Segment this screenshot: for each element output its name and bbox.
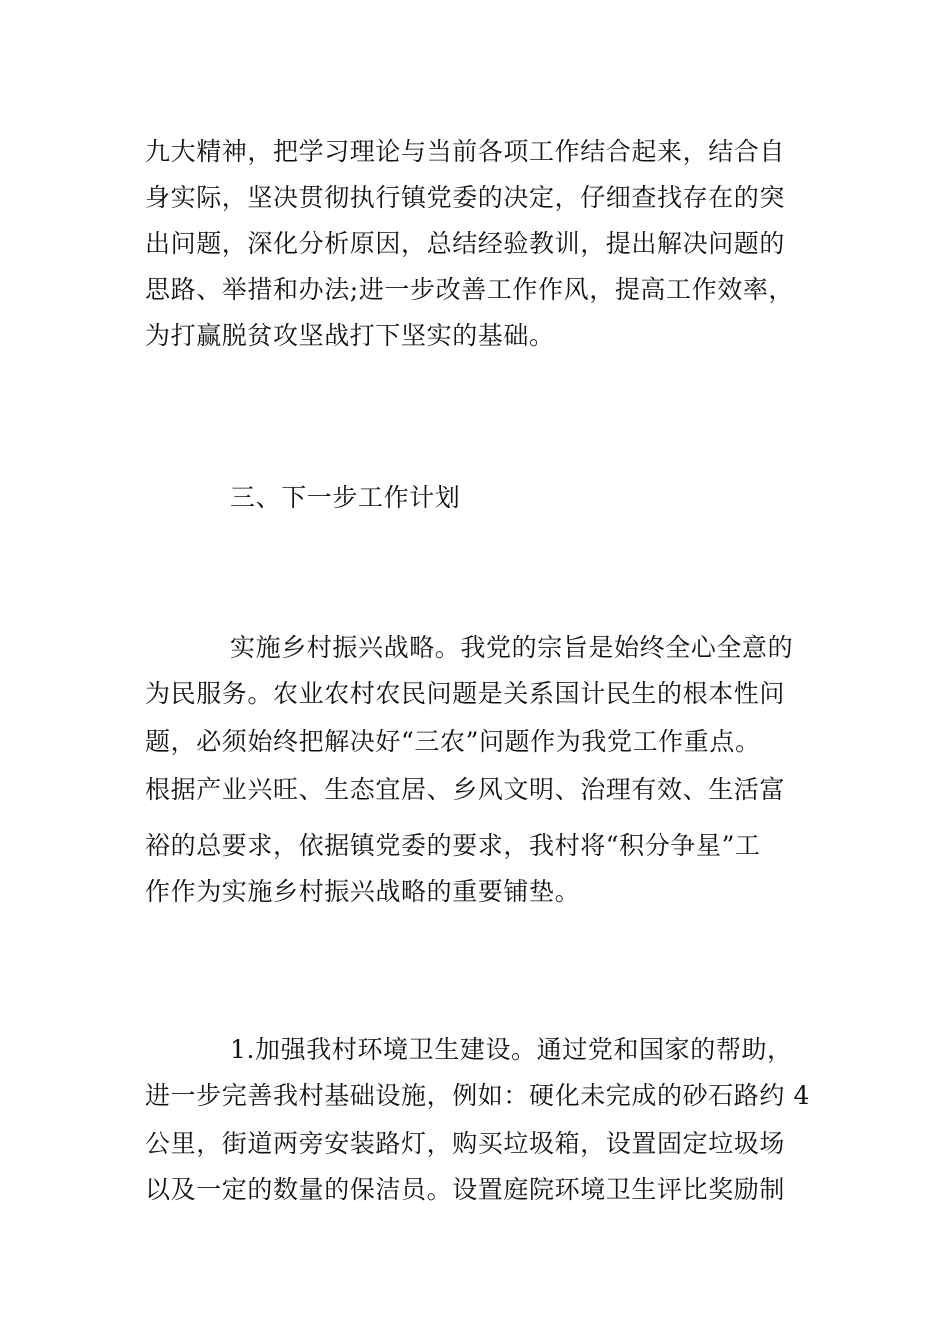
text-line: 作作为实施乡村振兴战略的重要铺垫。 [145, 877, 581, 906]
text-line: 实施乡村振兴战略。我党的宗旨是始终全心全意的 [230, 633, 794, 662]
text-line: 身实际，坚决贯彻执行镇党委的决定，仔细查找存在的突 [145, 183, 786, 212]
text-line: 1.加强我村环境卫生建设。通过党和国家的帮助， [230, 1035, 793, 1064]
text-line: 公里，街道两旁安装路灯，购买垃圾箱，设置固定垃圾场 [145, 1129, 786, 1158]
text-line: 以及一定的数量的保洁员。设置庭院环境卫生评比奖励制 [145, 1175, 786, 1204]
text-line: 题，必须始终把解决好“三农”问题作为我党工作重点。 [145, 727, 761, 756]
text-line: 九大精神，把学习理论与当前各项工作结合起来，结合自 [145, 137, 786, 166]
section-heading: 三、下一步工作计划 [230, 483, 461, 512]
text-line: 裕的总要求，依据镇党委的要求，我村将“积分争星”工 [145, 831, 761, 860]
text-line: 为民服务。农业农村农民问题是关系国计民生的根本性问 [145, 679, 786, 708]
text-line: 进一步完善我村基础设施，例如：硬化未完成的砂石路约 4 [145, 1081, 811, 1110]
text-line: 思路、举措和办法;进一步改善工作作风，提高工作效率， [145, 275, 795, 304]
text-line: 根据产业兴旺、生态宜居、乡风文明、治理有效、生活富 [145, 775, 786, 804]
text-line: 为打赢脱贫攻坚战打下坚实的基础。 [145, 321, 555, 350]
text-line: 出问题，深化分析原因，总结经验教训，提出解决问题的 [145, 229, 786, 258]
